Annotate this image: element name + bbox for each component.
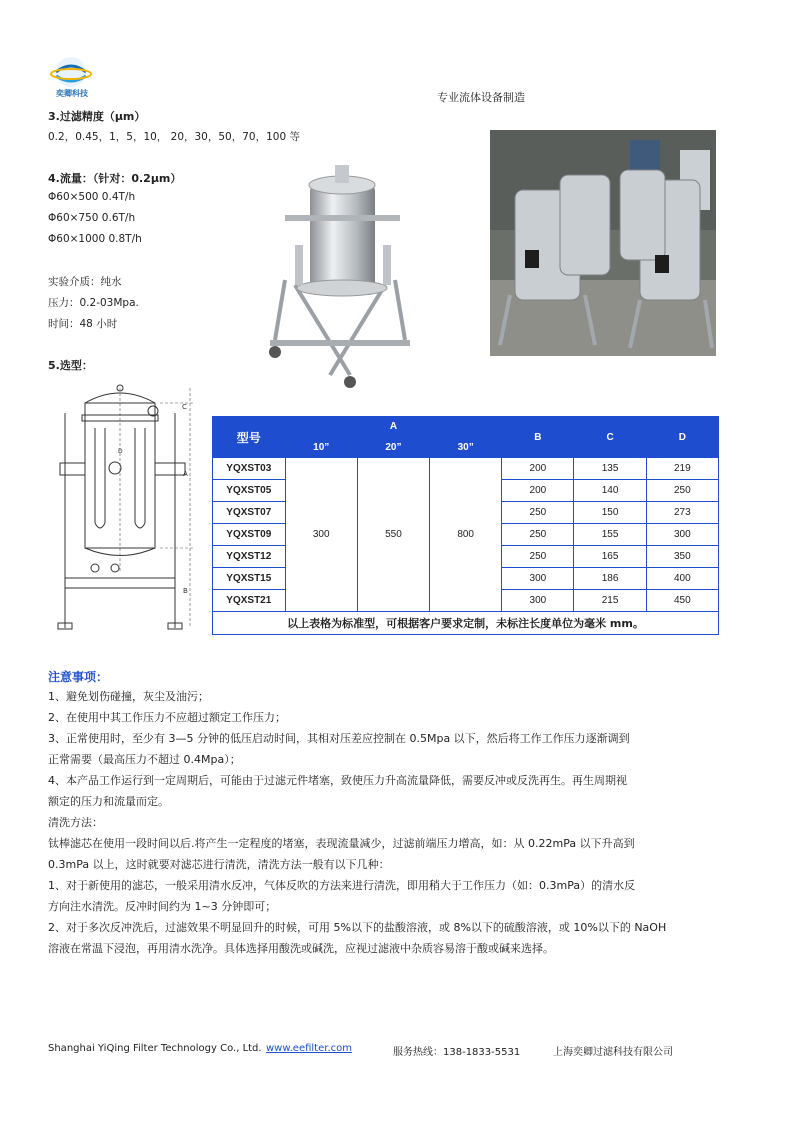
b-cell: 200	[502, 458, 574, 480]
note-line: 0.3mPa 以上，这时就要对滤芯进行清洗，清洗方法一般有以下几种：	[48, 858, 390, 871]
note-line: 溶液在常温下浸泡，再用清水洗净。具体选择用酸洗或碱洗，应视过滤液中杂质容易溶于酸或碱来选择。	[48, 942, 554, 955]
d-cell: 250	[646, 480, 718, 502]
test-medium: 实验介质：纯水	[48, 276, 122, 288]
note-line: 钛棒滤芯在使用一段时间以后.将产生一定程度的堵塞，表现流量减少，过滤前端压力增高，如：从 0.22mPa 以下升高到	[48, 837, 635, 850]
test-time: 时间：48 小时	[48, 318, 118, 330]
model-cell: YQXST21	[213, 590, 286, 612]
flow-row: Φ60×1000 0.8T/h	[48, 233, 142, 245]
c-cell: 215	[574, 590, 646, 612]
th-model: 型号	[213, 417, 286, 458]
footer-website-link[interactable]: www.eefilter.com	[266, 1043, 352, 1054]
note-line: 额定的压力和流量而定。	[48, 795, 169, 808]
note-line: 2、对于多次反冲洗后，过滤效果不明显回升的时候，可用 5%以下的盐酸溶液，或 8%以下的硫酸溶液，或 10%以下的 NaOH	[48, 921, 667, 934]
d-cell: 219	[646, 458, 718, 480]
c-cell: 186	[574, 568, 646, 590]
a30-cell: 800	[430, 458, 502, 612]
b-cell: 250	[502, 524, 574, 546]
th-a-30: 30”	[430, 437, 502, 458]
spec-table	[212, 416, 719, 635]
th-a: A	[285, 417, 502, 437]
logo-text: 奕卿科技	[56, 89, 88, 98]
d-cell: 450	[646, 590, 718, 612]
diagram-label-a: A	[183, 470, 188, 478]
diagram-label-c: C	[182, 403, 187, 411]
flow-row: Φ60×750 0.6T/h	[48, 212, 136, 224]
d-cell: 300	[646, 524, 718, 546]
note-line: 方向注水清洗。反冲时间约为 1~3 分钟即可；	[48, 900, 277, 913]
product-photo-housing	[265, 160, 415, 390]
footer-company-en: Shanghai YiQing Filter Technology Co., Ltd.	[48, 1043, 262, 1054]
model-cell: YQXST12	[213, 546, 286, 568]
b-cell: 200	[502, 480, 574, 502]
notes-body	[48, 686, 748, 959]
precision-title: 3.过滤精度（μm）	[48, 110, 146, 123]
flow-row: Φ60×500 0.4T/h	[48, 191, 136, 203]
a20-cell: 550	[357, 458, 429, 612]
note-line: 正常需要（最高压力不超过 0.4Mpa）；	[48, 753, 241, 766]
model-cell: YQXST15	[213, 568, 286, 590]
test-pressure: 压力：0.2-03Mpa.	[48, 297, 139, 309]
selection-title: 5.选型：	[48, 359, 93, 372]
diagram-label-d: D	[118, 448, 123, 455]
th-b: B	[502, 417, 574, 458]
table-note: 以上表格为标准型，可根据客户要求定制，未标注长度单位为毫米 mm。	[213, 612, 719, 635]
th-a-20: 20”	[357, 437, 429, 458]
c-cell: 155	[574, 524, 646, 546]
a10-cell: 300	[285, 458, 357, 612]
d-cell: 400	[646, 568, 718, 590]
header-tagline: 专业流体设备制造	[437, 91, 525, 104]
th-a-10: 10”	[285, 437, 357, 458]
model-cell: YQXST09	[213, 524, 286, 546]
c-cell: 135	[574, 458, 646, 480]
precision-values: 0.2，0.45，1，5，10， 20，30，50，70，100 等	[48, 131, 300, 143]
note-line: 3、正常使用时，至少有 3—5 分钟的低压启动时间，其相对压差应控制在 0.5Mpa 以下，然后将工作工作压力逐渐调到	[48, 732, 630, 745]
note-line: 1、对于新使用的滤芯，一般采用清水反冲，气体反吹的方法来进行清洗，即用稍大于工作压力（如：0.3mPa）的清水反	[48, 879, 636, 892]
d-cell: 350	[646, 546, 718, 568]
b-cell: 250	[502, 546, 574, 568]
note-line: 4、本产品工作运行到一定周期后，可能由于过滤元件堵塞，致使压力升高流量降低，需要反冲或反洗再生。再生周期视	[48, 774, 627, 787]
c-cell: 165	[574, 546, 646, 568]
th-d: D	[646, 417, 718, 458]
model-cell: YQXST03	[213, 458, 286, 480]
product-photo-workshop	[490, 130, 716, 356]
c-cell: 140	[574, 480, 646, 502]
b-cell: 300	[502, 568, 574, 590]
footer-company-cn: 上海奕卿过滤科技有限公司	[553, 1047, 673, 1058]
b-cell: 250	[502, 502, 574, 524]
table-row	[213, 458, 719, 480]
notes-title: 注意事项：	[48, 670, 109, 684]
dimension-diagram	[50, 383, 200, 638]
footer-hotline: 服务热线：138-1833-5531	[393, 1047, 521, 1058]
model-cell: YQXST05	[213, 480, 286, 502]
c-cell: 150	[574, 502, 646, 524]
model-cell: YQXST07	[213, 502, 286, 524]
note-line: 清洗方法：	[48, 816, 103, 829]
b-cell: 300	[502, 590, 574, 612]
note-line: 1、避免划伤碰撞，灰尘及油污；	[48, 690, 209, 703]
note-line: 2、在使用中其工作压力不应超过额定工作压力；	[48, 711, 286, 724]
diagram-label-b: B	[183, 587, 188, 595]
flow-title: 4.流量：（针对：0.2μm）	[48, 172, 182, 185]
th-c: C	[574, 417, 646, 458]
d-cell: 273	[646, 502, 718, 524]
